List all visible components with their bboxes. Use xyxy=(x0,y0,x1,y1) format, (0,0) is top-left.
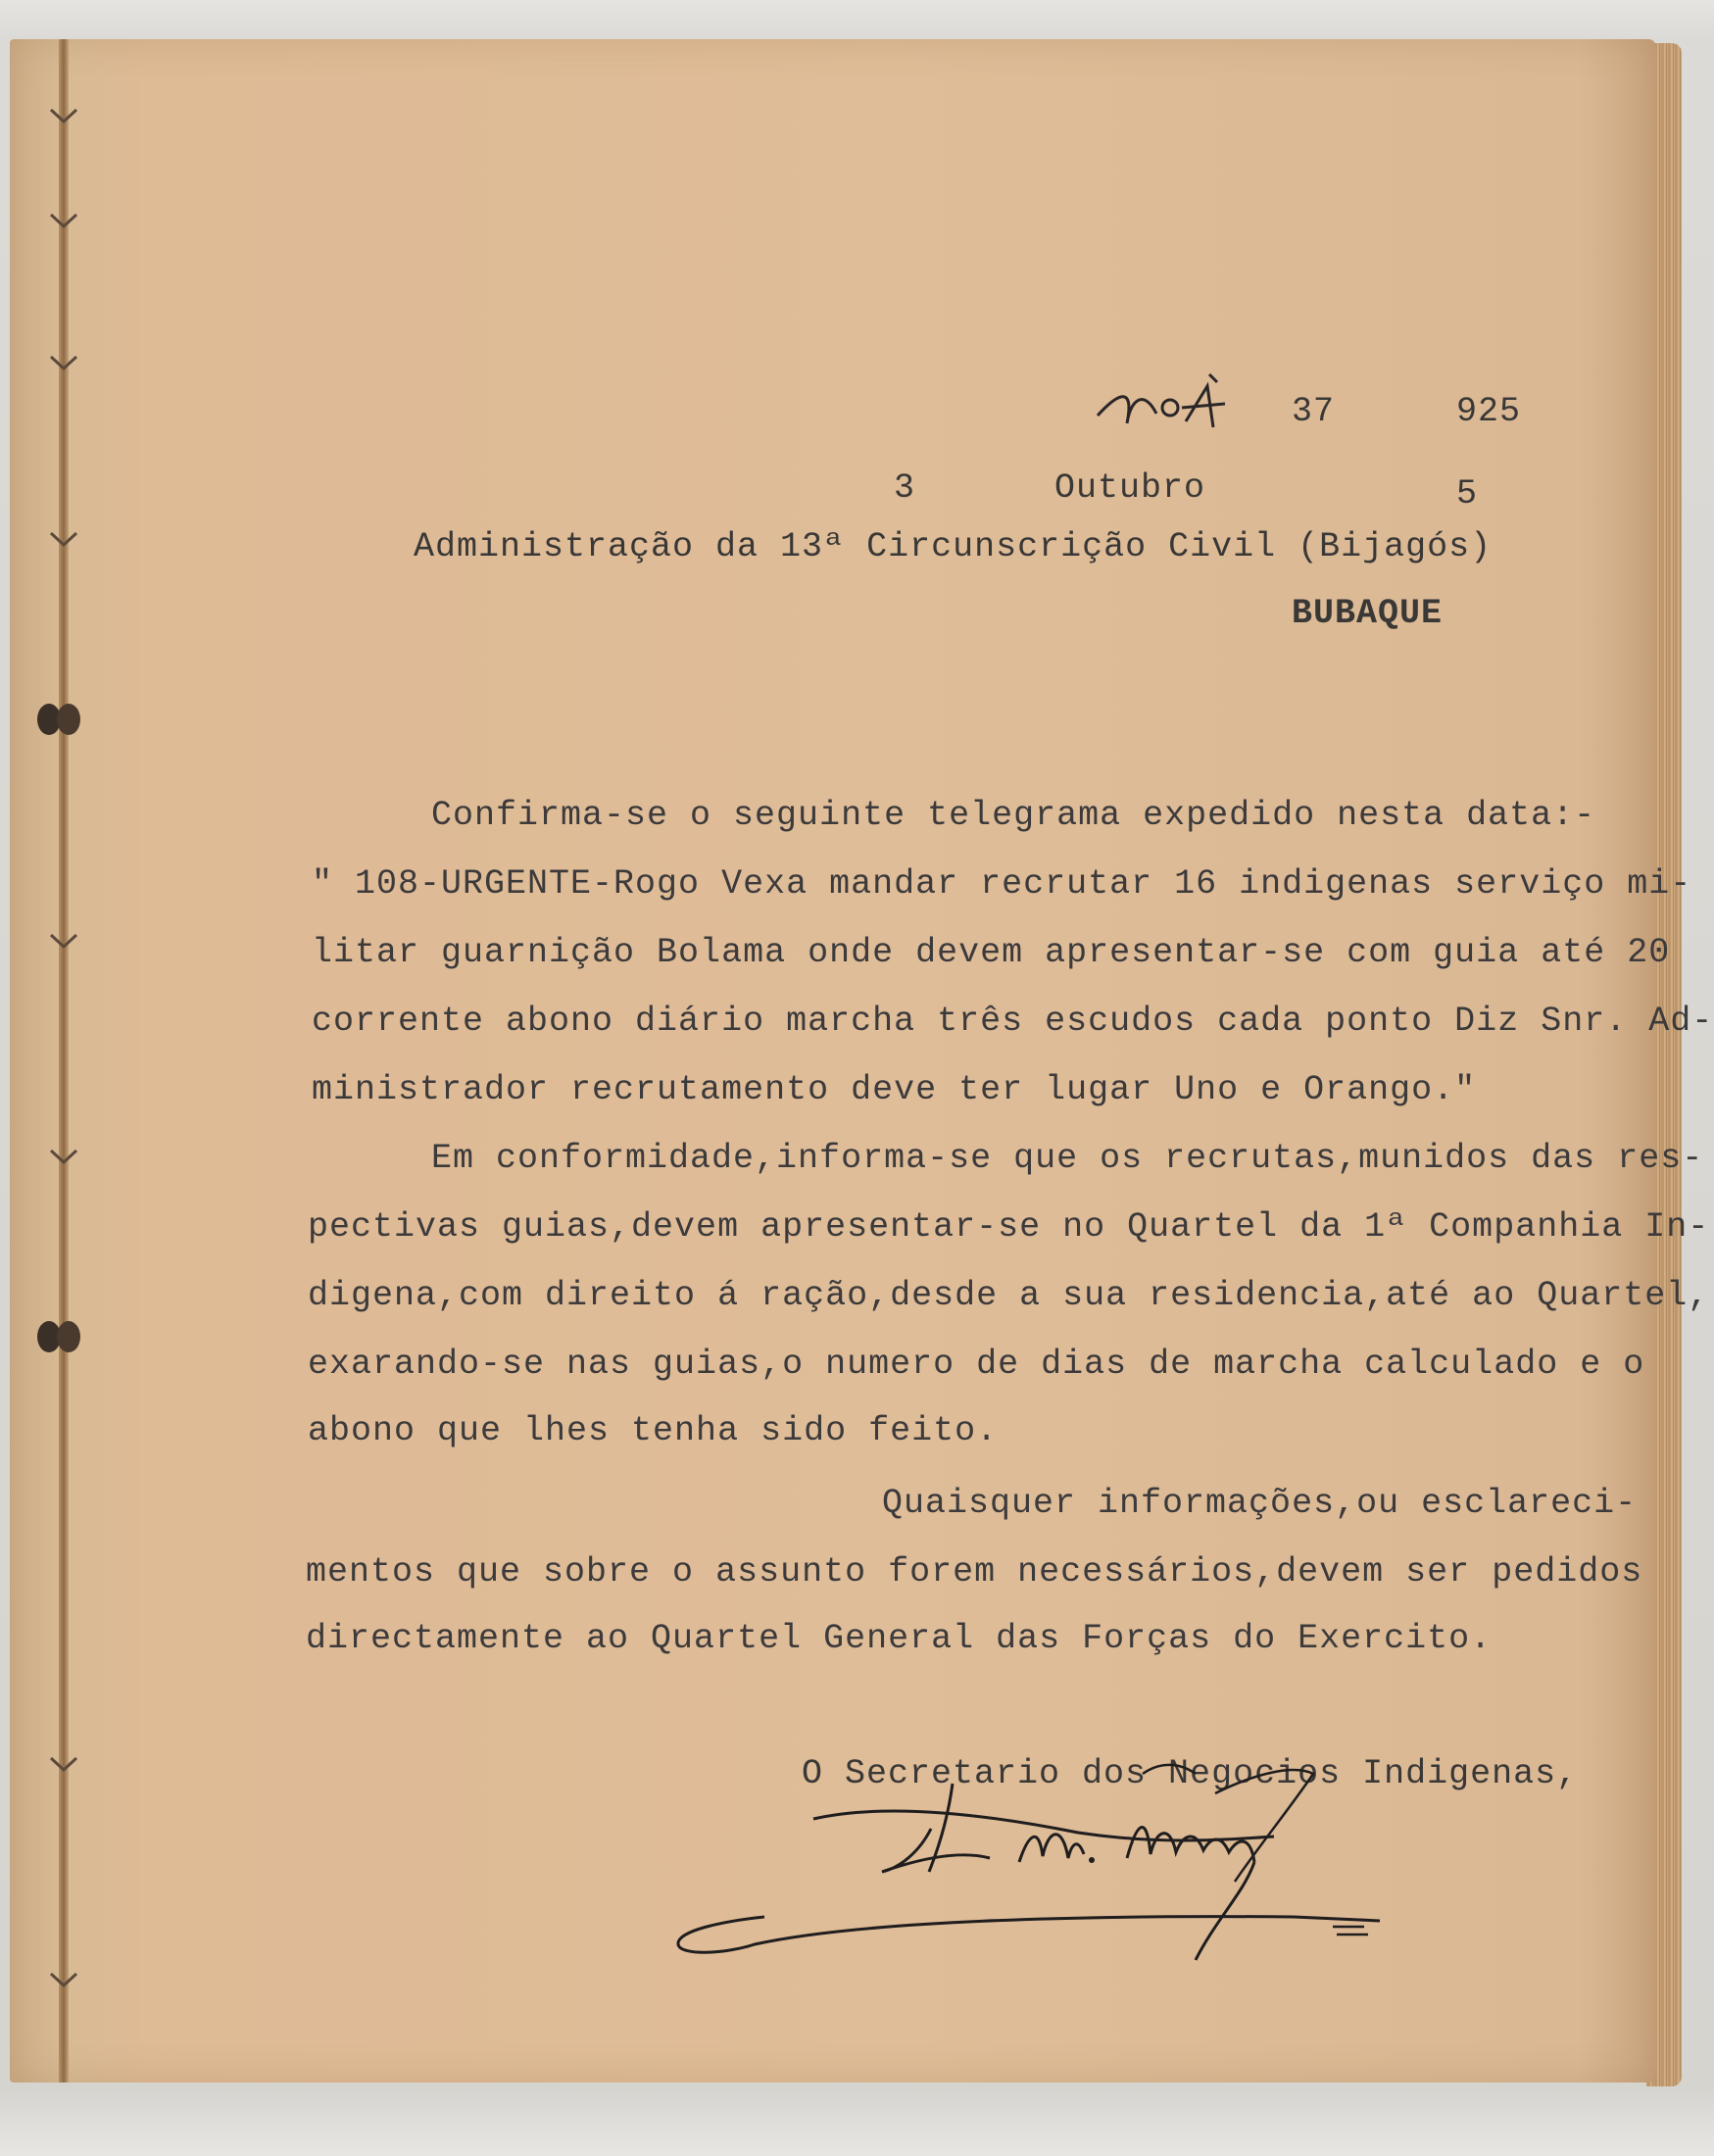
year-prefix: 925 xyxy=(1456,392,1522,431)
punch-hole xyxy=(29,696,88,743)
body-line: pectivas guias,devem apresentar-se no Quartel da 1ª Companhia In- xyxy=(308,1207,1710,1247)
body-line: ministrador recrutamento deve ter lugar Uno e Orango." xyxy=(312,1070,1477,1109)
body-line: corrente abono diário marcha três escudos cada ponto Diz Snr. Ad- xyxy=(312,1002,1714,1041)
addressee: Administração da 13ª Circunscrição Civil (Bijagós) xyxy=(414,527,1493,566)
binding-stitch xyxy=(47,529,80,549)
body-line: Em conformidade,informa-se que os recrutas,munidos das res- xyxy=(431,1139,1704,1178)
place-name: BUBAQUE xyxy=(1292,594,1444,633)
binding-stitch xyxy=(47,106,80,125)
body-line: Quaisquer informações,ou esclareci- xyxy=(882,1484,1638,1523)
body-line: digena,com direito á ração,desde a sua residencia,até ao Quartel, xyxy=(308,1276,1710,1315)
date-month: Outubro xyxy=(1054,468,1206,508)
year-suffix: 5 xyxy=(1456,474,1479,514)
body-line: exarando-se nas guias,o numero de dias de marcha calculado e o xyxy=(308,1345,1645,1384)
binding-stitch xyxy=(47,1147,80,1166)
binding-stitch xyxy=(47,353,80,372)
body-line: " 108-URGENTE-Rogo Vexa mandar recrutar 16 indigenas serviço mi- xyxy=(312,864,1692,904)
punch-hole xyxy=(29,1313,88,1360)
binding-stitch xyxy=(47,211,80,230)
binding-stitch xyxy=(47,1754,80,1774)
signatory-title: O Secretario dos Negocios Indigenas, xyxy=(802,1754,1579,1793)
body-line: Confirma-se o seguinte telegrama expedido nesta data:- xyxy=(431,796,1596,835)
body-line: directamente ao Quartel General das Forças do Exercito. xyxy=(306,1619,1493,1658)
binding-spine xyxy=(59,39,69,2082)
binding-stitch xyxy=(47,931,80,951)
date-day: 3 xyxy=(894,468,916,508)
body-line: litar guarnição Bolama onde devem apresentar-se com guia até 20 xyxy=(312,933,1671,972)
body-line: abono que lhes tenha sido feito. xyxy=(308,1411,999,1450)
body-line: mentos que sobre o assunto forem necessários,devem ser pedidos xyxy=(306,1552,1643,1592)
binding-stitch xyxy=(47,1970,80,1989)
document-number: 37 xyxy=(1292,392,1336,431)
